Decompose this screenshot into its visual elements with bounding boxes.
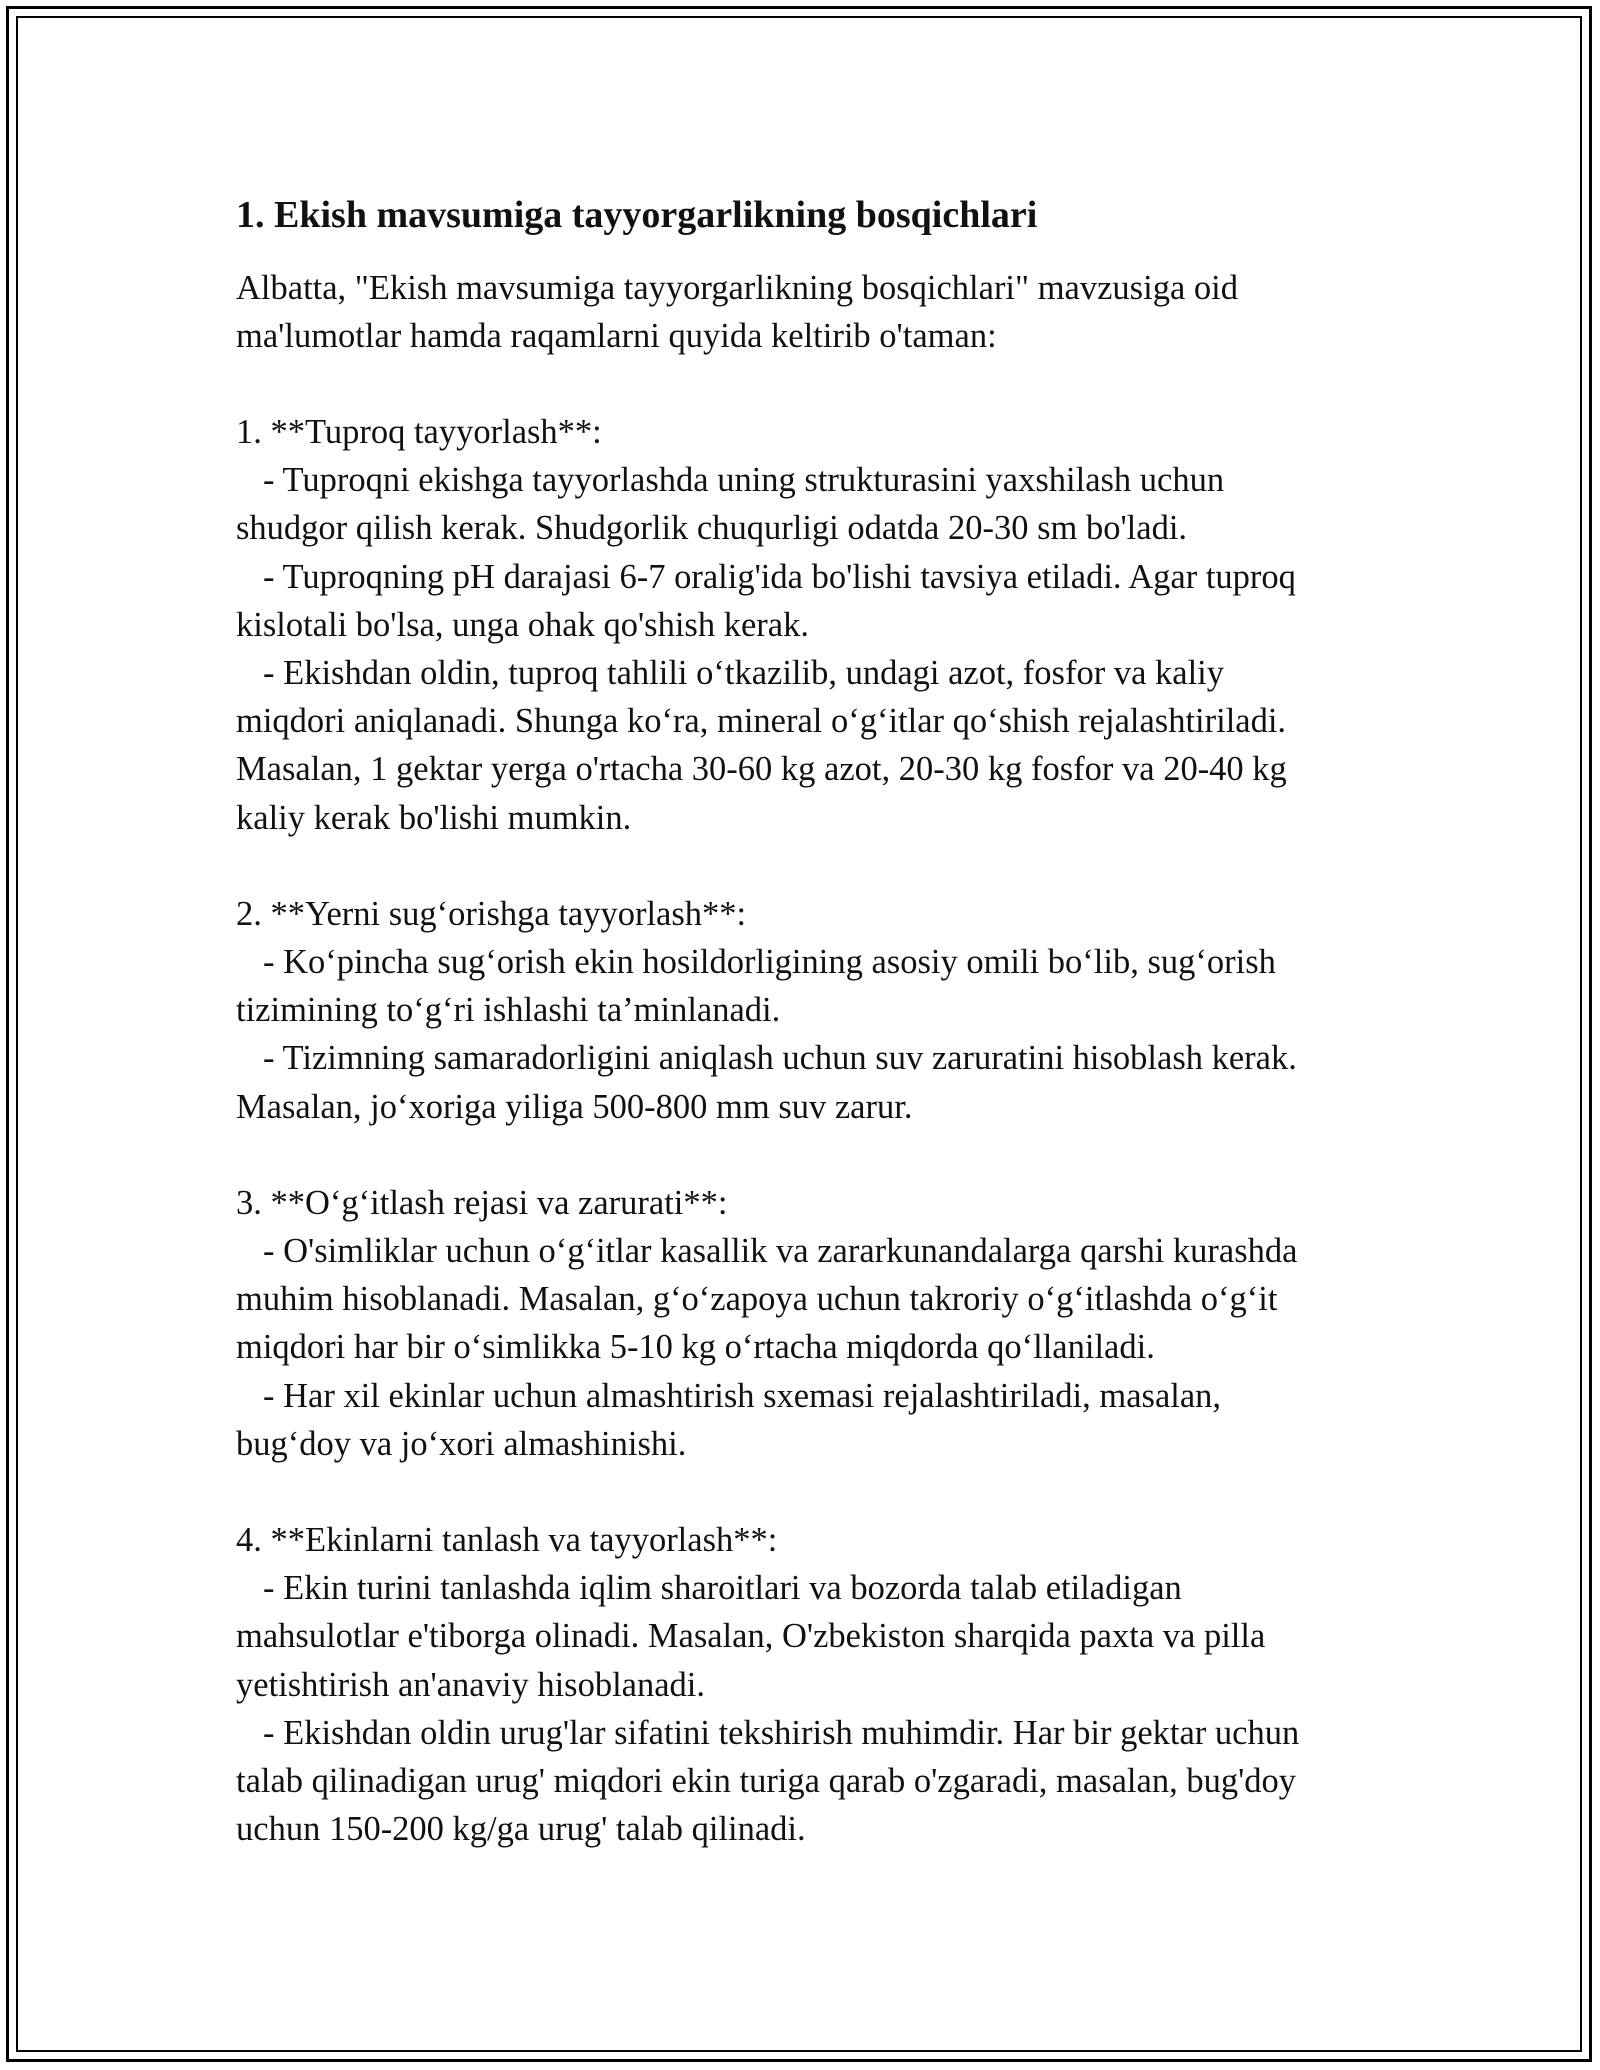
section-irrigation — [236, 890, 1386, 1131]
bullet-line: Masalan, jo‘xoriga yiliga 500-800 mm suv zarur. — [236, 1087, 913, 1126]
bullet-line: - Ekishdan oldin, tuproq tahlili o‘tkazilib, undagi azot, fosfor va kaliy — [263, 654, 1224, 693]
bullet-line: kislotali bo'lsa, unga ohak qo'shish kerak. — [236, 605, 809, 644]
section-heading: 1. **Tuproq tayyorlash**: — [236, 413, 602, 451]
section-fertilization — [236, 1179, 1386, 1468]
bullet-line: uchun 150-200 kg/ga urug' talab qilinadi. — [236, 1810, 806, 1849]
document-body — [236, 190, 1386, 1901]
bullet-line: shudgor qilish kerak. Shudgorlik chuqurligi odatda 20-30 sm bo'ladi. — [236, 509, 1188, 548]
bullet-line: yetishtirish an'anaviy hisoblanadi. — [236, 1665, 706, 1704]
intro-line: Albatta, "Ekish mavsumiga tayyorgarlikning bosqichlari" mavzusiga oid — [236, 269, 1238, 307]
bullet-line: miqdori aniqlanadi. Shunga ko‘ra, mineral o‘g‘itlar qo‘shish rejalashtiriladi. — [236, 702, 1287, 741]
bullet-line: - Tizimning samaradorligini aniqlash uchun suv zaruratini hisoblash kerak. — [263, 1039, 1297, 1078]
bullet-line: muhim hisoblanadi. Masalan, g‘o‘zapoya uchun takroriy o‘g‘itlashda o‘g‘it — [236, 1280, 1278, 1319]
section-heading: 2. **Yerni sug‘orishga tayyorlash**: — [236, 894, 747, 933]
bullet-line: miqdori har bir o‘simlikka 5-10 kg o‘rtacha miqdorda qo‘llaniladi. — [236, 1328, 1155, 1367]
bullet-line: - Ko‘pincha sug‘orish ekin hosildorligining asosiy omili bo‘lib, sug‘orish — [263, 943, 1276, 982]
bullet-line: talab qilinadigan urug' miqdori ekin turiga qarab o'zgaradi, masalan, bug'doy — [236, 1762, 1297, 1801]
section-heading: 3. **O‘g‘itlash rejasi va zarurati**: — [236, 1183, 728, 1222]
bullet-line: - O'simliklar uchun o‘g‘itlar kasallik va zararkunandalarga qarshi kurashda — [263, 1232, 1298, 1271]
bullet-line: bug‘doy va jo‘xori almashinishi. — [236, 1424, 687, 1463]
bullet-line: mahsulotlar e'tiborga olinadi. Masalan, O'zbekiston sharqida paxta va pilla — [236, 1617, 1266, 1656]
section-heading: 4. **Ekinlarni tanlash va tayyorlash**: — [236, 1521, 778, 1560]
bullet-line: Masalan, 1 gektar yerga o'rtacha 30-60 kg azot, 20-30 kg fosfor va 20-40 kg — [236, 750, 1287, 789]
bullet-line: - Ekin turini tanlashda iqlim sharoitlari va bozorda talab etiladigan — [263, 1569, 1182, 1608]
section-crop-selection — [236, 1516, 1386, 1853]
bullet-line: - Har xil ekinlar uchun almashtirish sxemasi rejalashtiriladi, masalan, — [263, 1376, 1222, 1415]
document-title: 1. Ekish mavsumiga tayyorgarlikning bosqichlari — [236, 194, 1038, 236]
bullet-line: tizimining to‘g‘ri ishlashi ta’minlanadi. — [236, 991, 781, 1030]
section-soil-preparation — [236, 408, 1386, 842]
bullet-line: - Ekishdan oldin urug'lar sifatini tekshirish muhimdir. Har bir gektar uchun — [263, 1713, 1300, 1752]
bullet-line: kaliy kerak bo'lishi mumkin. — [236, 798, 632, 837]
intro-line: ma'lumotlar hamda raqamlarni quyida keltirib o'taman: — [236, 317, 997, 355]
bullet-line: - Tuproqni ekishga tayyorlashda uning strukturasini yaxshilash uchun — [263, 461, 1225, 500]
intro-paragraph — [236, 264, 1386, 360]
bullet-line: - Tuproqning pH darajasi 6-7 oralig'ida bo'lishi tavsiya etiladi. Agar tuproq — [263, 557, 1296, 596]
